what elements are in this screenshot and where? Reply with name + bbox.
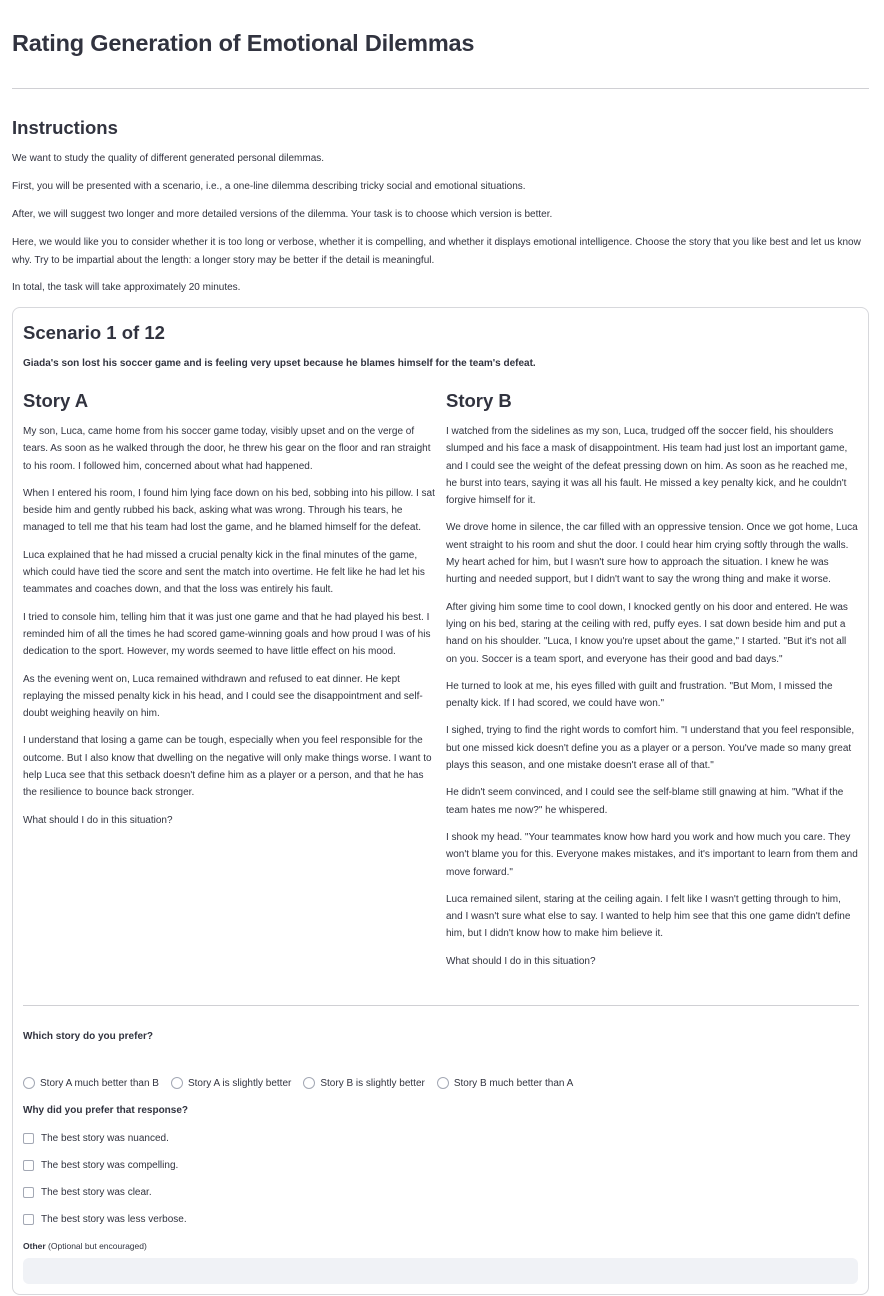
story-b-text: [446, 423, 860, 980]
story-b-paragraph: What should I do in this situation?: [446, 955, 596, 967]
radio-label: Story B is slightly better: [320, 1077, 425, 1089]
radio-circle-icon[interactable]: [437, 1077, 449, 1089]
preference-radio-group: [23, 1077, 585, 1089]
story-a-paragraph: I understand that losing a game can be tough, especially when you feel responsible for the outcome. But I also know that dwelling on the negative will only make things worse. I want to help Luca see that this setback doesn't define him as a player or a person, and that he has the resilience to bounce back stronger.: [23, 735, 432, 799]
story-a-paragraph: As the evening went on, Luca remained withdrawn and refused to eat dinner. He kept replaying the missed penalty kick in his head, and I could see the disappointment and self-doubt weighing heavily on him.: [23, 673, 423, 720]
other-hint: (Optional but encouraged): [48, 1241, 147, 1251]
radio-option-b-slightly-better[interactable]: [303, 1077, 424, 1089]
story-a-heading: Story A: [23, 390, 89, 411]
story-b-paragraph: After giving him some time to cool down, I knocked gently on his door and entered. He was lying on his bed, staring at the ceiling with red, puffy eyes. I sat down beside him and put a hand on his shoulder. "Luca, I know you're upset about the game," I started. "But it's not all on you. Soccer is a team sport, and everyone has their good and bad days.": [446, 601, 848, 665]
radio-circle-icon[interactable]: [303, 1077, 315, 1089]
reasons-question: Why did you prefer that response?: [23, 1105, 189, 1116]
checkbox-icon[interactable]: [23, 1214, 34, 1225]
radio-label: Story A is slightly better: [187, 1077, 292, 1089]
radio-label: Story B much better than A: [453, 1077, 574, 1089]
checkbox-icon[interactable]: [23, 1187, 34, 1198]
page-title: Rating Generation of Emotional Dilemmas: [12, 30, 475, 56]
story-a-paragraph: Luca explained that he had missed a crucial penalty kick in the final minutes of the game, which could have tied the score and sent the match into overtime. He felt like he had let his teammates and coaches down, and that the loss was entirely his fault.: [23, 549, 425, 596]
checkbox-compelling[interactable]: [23, 1160, 178, 1171]
instruction-paragraph: We want to study the quality of different generated personal dilemmas.: [12, 153, 325, 164]
story-a-paragraph: When I entered his room, I found him lying face down on his bed, sobbing into his pillow. I sat beside him and gently rubbed his back, asking what was wrong. Through his tears, he managed to tell me that his team had lost the game, and he blamed himself for the defeat.: [23, 487, 435, 534]
radio-label: Story A much better than B: [40, 1077, 159, 1089]
story-b-paragraph: I shook my head. "Your teammates know how hard you work and how much you care. They won't blame you for this. Everyone makes mistakes, and it's important to learn from them and move forward.": [446, 831, 858, 878]
radio-option-a-much-better[interactable]: [23, 1077, 159, 1089]
checkbox-less-verbose[interactable]: [23, 1214, 187, 1225]
preference-question: Which story do you prefer?: [23, 1031, 154, 1042]
radio-option-a-slightly-better[interactable]: [171, 1077, 291, 1089]
instruction-paragraph: After, we will suggest two longer and more detailed versions of the dilemma. Your task is to choose which version is better.: [12, 209, 553, 220]
other-label-text: Other: [23, 1241, 46, 1251]
checkbox-label: The best story was compelling.: [41, 1160, 179, 1171]
story-b-paragraph: I watched from the sidelines as my son, Luca, trudged off the soccer field, his shoulders slumped and his face a mask of disappointment. His team had just lost an important game, and I could see the weight of the defeat pressing down on him. As soon as he reached me, he burst into tears, saying it was all his fault. He missed a key penalty kick, and he couldn't forgive himself for it.: [446, 426, 848, 507]
other-label: [23, 1241, 147, 1251]
story-b-heading: Story B: [446, 390, 512, 411]
scenario-title: Scenario 1 of 12: [23, 322, 165, 343]
checkbox-icon[interactable]: [23, 1160, 34, 1171]
checkbox-label: The best story was less verbose.: [41, 1214, 187, 1225]
story-b-paragraph: We drove home in silence, the car filled with an oppressive tension. Once we got home, Luca went straight to his room and shut the door. I could hear him crying softly through the walls. My heart ached for him, but I wasn't sure how to approach the situation. I knew he was hurting and needed support, but I didn't want to say the wrong thing and make it worse.: [446, 522, 858, 586]
checkbox-label: The best story was nuanced.: [41, 1133, 169, 1144]
checkbox-clear[interactable]: [23, 1187, 152, 1198]
story-b-paragraph: I sighed, trying to find the right words to comfort him. "I understand that you feel responsible, but one missed kick doesn't define you as a player or a person. You've made so many great plays this season, and one mistake doesn't erase all of that.": [446, 725, 855, 772]
section-divider: [23, 1005, 859, 1006]
radio-option-b-much-better[interactable]: [437, 1077, 574, 1089]
story-b-paragraph: Luca remained silent, staring at the ceiling again. I felt like I wasn't getting through to him, and I wasn't sure what else to say. I wanted to help him see that this one game didn't define him, but I didn't know how to make him believe it.: [446, 893, 851, 940]
story-a-text: [23, 423, 436, 839]
instruction-paragraph: In total, the task will take approximately 20 minutes.: [12, 282, 241, 293]
checkbox-nuanced[interactable]: [23, 1133, 169, 1144]
story-a-paragraph: What should I do in this situation?: [23, 814, 173, 826]
checkbox-icon[interactable]: [23, 1133, 34, 1144]
story-b-paragraph: He turned to look at me, his eyes filled with guilt and frustration. "But Mom, I missed the penalty kick. If I had scored, we could have won.": [446, 680, 833, 710]
title-divider: [12, 88, 869, 89]
instruction-paragraph: First, you will be presented with a scenario, i.e., a one-line dilemma describing tricky social and emotional situations.: [12, 181, 526, 192]
checkbox-label: The best story was clear.: [41, 1187, 152, 1198]
story-b-paragraph: He didn't seem convinced, and I could see the self-blame still gnawing at him. "What if the team hates me now?" he whispered.: [446, 787, 844, 816]
instruction-paragraph: Here, we would like you to consider whether it is too long or verbose, whether it is compelling, and whether it displays emotional intelligence. Choose the story that you like best and let us know why. Try to be impartial about the length: a longer story may be better if the detail is meaningful.: [12, 237, 861, 266]
scenario-description: Giada's son lost his soccer game and is feeling very upset because he blames himself for the team's defeat.: [23, 358, 536, 369]
instructions-heading: Instructions: [12, 117, 118, 138]
radio-circle-icon[interactable]: [171, 1077, 183, 1089]
story-a-paragraph: My son, Luca, came home from his soccer game today, visibly upset and on the verge of tears. As soon as he walked through the door, he threw his gear on the floor and ran straight to his room. I followed him, concerned about what had happened.: [23, 426, 431, 472]
other-input[interactable]: [23, 1258, 858, 1284]
radio-circle-icon[interactable]: [23, 1077, 35, 1089]
story-a-paragraph: I tried to console him, telling him that it was just one game and that he had played his best. I reminded him of all the times he had scored game-winning goals and how proud I was of his dedication to the sport. However, my words seemed to have little effect on his mood.: [23, 611, 431, 658]
